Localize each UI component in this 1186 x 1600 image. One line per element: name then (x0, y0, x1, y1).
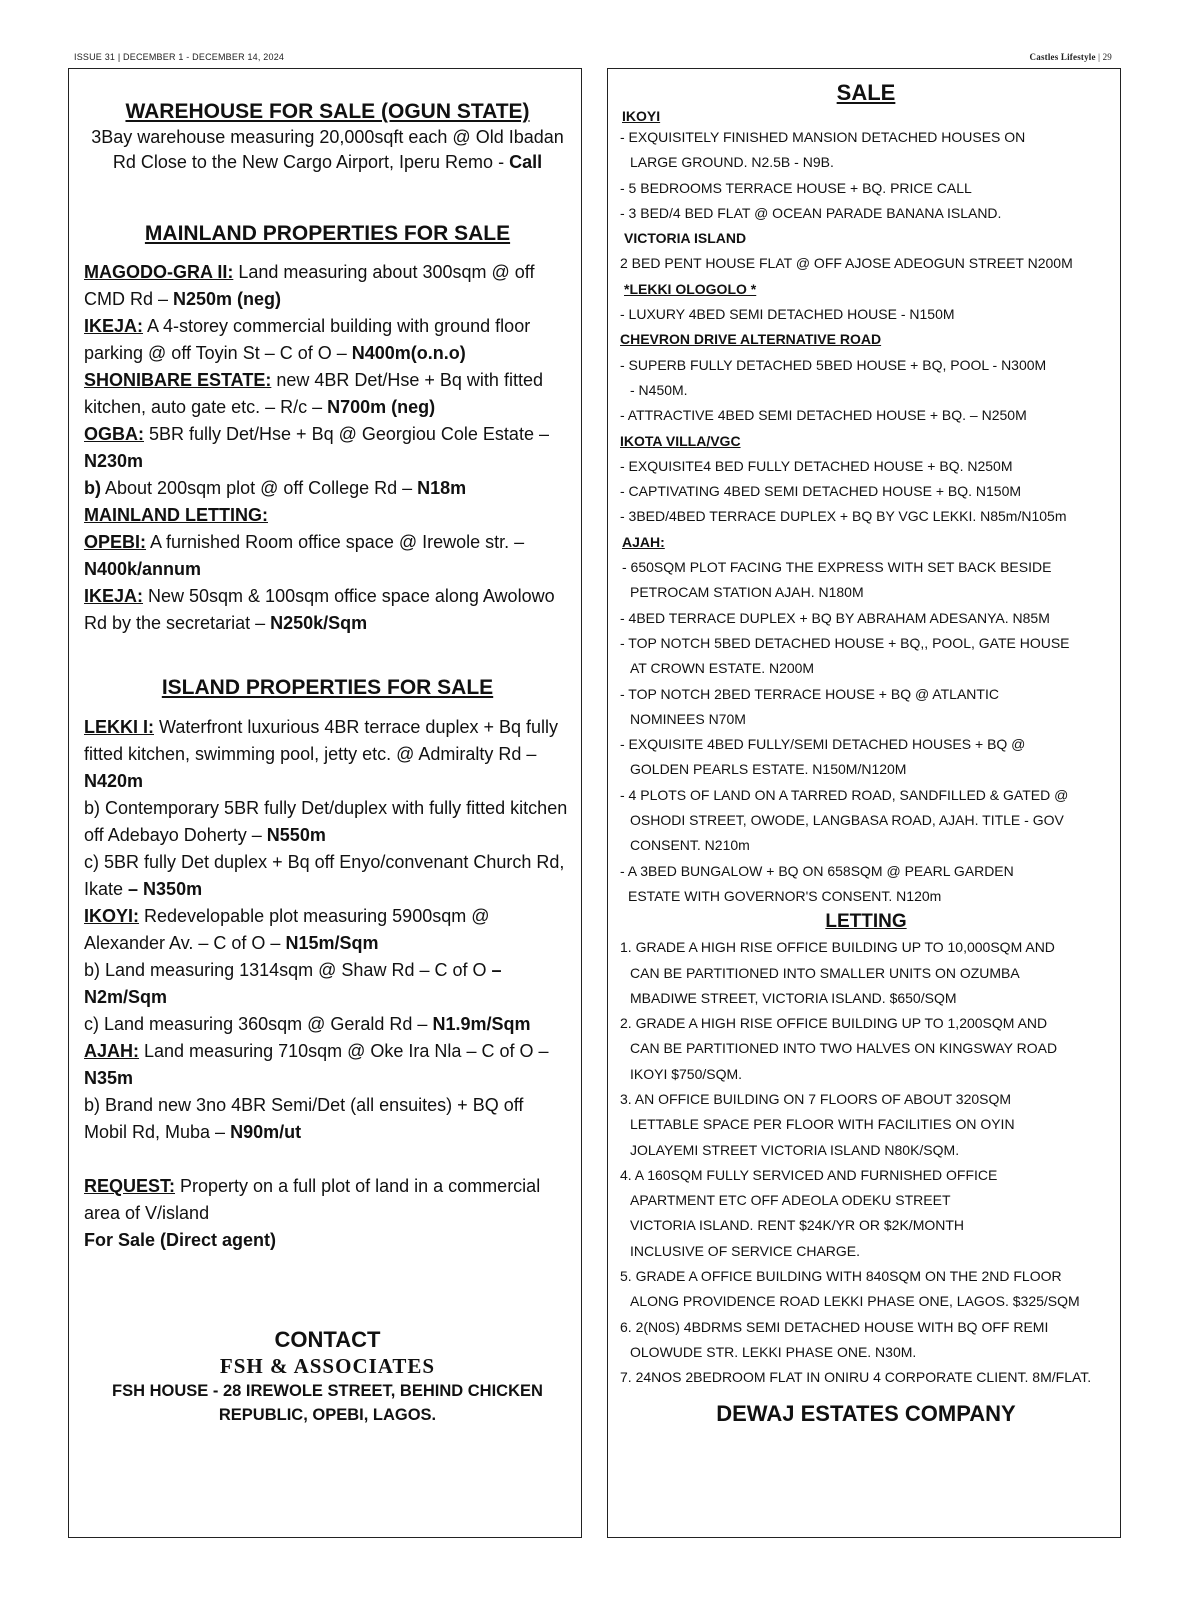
listing-text: new 4BR Det/Hse + Bq with fitted kitchen, auto gate etc. – R/c – (84, 370, 543, 417)
letting-line: 2. GRADE A HIGH RISE OFFICE BUILDING UP TO 1,200SQM AND (620, 1015, 1048, 1032)
ikoyi-line: - 3 BED/4 BED FLAT @ OCEAN PARADE BANANA ISLAND. (620, 204, 1002, 221)
vi-line: 2 BED PENT HOUSE FLAT @ OFF AJOSE ADEOGUN STREET N200M (620, 255, 1073, 272)
listing-ikoyi-b (84, 957, 571, 1011)
listing-price: N400k/annum (84, 559, 202, 579)
sale-section (620, 79, 1112, 1426)
listing-key: MAGODO-GRA II: (84, 262, 234, 282)
listing-lekki-c (84, 849, 571, 903)
listing-price: – N350m (128, 879, 203, 899)
mainland-letting-heading: MAINLAND LETTING: (84, 505, 268, 525)
contact-title: CONTACT (274, 1327, 381, 1352)
issue-date-header: ISSUE 31 | DECEMBER 1 - DECEMBER 14, 2024 (74, 52, 285, 62)
listing-text: A furnished Room office space @ Irewole str. – (146, 532, 525, 552)
listing-text: About 200sqm plot @ off College Rd – (101, 478, 418, 498)
listing-ajah-b (84, 1092, 571, 1146)
letting-line: 1. GRADE A HIGH RISE OFFICE BUILDING UP TO 10,000SQM AND (620, 939, 1055, 956)
listing-price: N400m(o.n.o) (351, 343, 466, 363)
letting-line: ALONG PROVIDENCE ROAD LEKKI PHASE ONE, LAGOS. $325/SQM (630, 1293, 1080, 1310)
ajah-line: - EXQUISITE 4BED FULLY/SEMI DETACHED HOUSES + BQ @ (620, 736, 1026, 753)
letting-line: OLOWUDE STR. LEKKI PHASE ONE. N30M. (630, 1343, 917, 1360)
vi-heading: VICTORIA ISLAND (624, 230, 747, 247)
listing-ogba-b (84, 475, 571, 502)
chevron-heading: CHEVRON DRIVE ALTERNATIVE ROAD (620, 331, 882, 348)
ajah-line: CONSENT. N210m (630, 837, 750, 854)
listing-price: – N2m/Sqm (84, 960, 502, 1007)
warehouse-heading: WAREHOUSE FOR SALE (OGUN STATE) (125, 100, 530, 123)
listing-text: c) 5BR fully Det duplex + Bq off Enyo/convenant Church Rd, Ikate (84, 852, 565, 899)
page-number: | 29 (1098, 52, 1112, 62)
listing-key: IKEJA: (84, 316, 144, 336)
listing-text: b) Land measuring 1314sqm @ Shaw Rd – C of O (84, 960, 492, 980)
listing-key: OPEBI: (84, 532, 147, 552)
listing-ikoyi-c (84, 1011, 571, 1038)
listing-text: b) Contemporary 5BR fully Det/duplex with fully fitted kitchen off Adebayo Doherty – (84, 798, 568, 845)
brand-name: Castles Lifestyle (1029, 52, 1096, 62)
mainland-section (84, 221, 571, 637)
letting-line: LETTABLE SPACE PER FLOOR WITH FACILITIES ON OYIN (630, 1116, 1015, 1133)
listing-ikoyi (84, 903, 571, 957)
letting-line: 6. 2(N0S) 4BDRMS SEMI DETACHED HOUSE WITH BQ OFF REMI (620, 1318, 1049, 1335)
ajah-line: NOMINEES N70M (630, 710, 746, 727)
listing-ikeja (84, 313, 571, 367)
listing-shonibare (84, 367, 571, 421)
ajah-heading: AJAH: (622, 533, 665, 550)
listing-key: AJAH: (84, 1041, 140, 1061)
listing-key: LEKKI I: (84, 717, 154, 737)
listing-price: N250k/Sqm (270, 613, 368, 633)
chevron-line: - SUPERB FULLY DETACHED 5BED HOUSE + BQ, POOL - N300M (620, 356, 1047, 373)
listing-text: Land measuring 710sqm @ Oke Ira Nla – C of O – (139, 1041, 549, 1061)
listing-price: N420m (84, 771, 144, 791)
listing-magodo (84, 259, 571, 313)
contact-block (84, 1326, 571, 1427)
listing-price: N250m (neg) (173, 289, 282, 309)
letting-line: IKOYI $750/SQM. (630, 1065, 743, 1082)
listing-price: N90m/ut (230, 1122, 302, 1142)
letting-line: CAN BE PARTITIONED INTO TWO HALVES ON KINGSWAY ROAD (630, 1040, 1058, 1057)
warehouse-text (84, 125, 571, 174)
letting-line: 4. A 160SQM FULLY SERVICED AND FURNISHED OFFICE (620, 1166, 998, 1183)
listing-key: IKOYI: (84, 906, 140, 926)
request-key: REQUEST: (84, 1176, 176, 1196)
listing-price: N35m (84, 1068, 134, 1088)
ajah-line: - 4BED TERRACE DUPLEX + BQ BY ABRAHAM ADESANYA. N85M (620, 609, 1050, 626)
lekki-line: - LUXURY 4BED SEMI DETACHED HOUSE - N150M (620, 306, 955, 323)
request-text (84, 1173, 571, 1227)
letting-line: 7. 24NOS 2BEDROOM FLAT IN ONIRU 4 CORPORATE CLIENT. 8M/FLAT. (620, 1369, 1092, 1386)
request-note: For Sale (Direct agent) (84, 1230, 277, 1250)
dewaj-listings-panel (607, 68, 1121, 1538)
ikoyi-line: - 5 BEDROOMS TERRACE HOUSE + BQ. PRICE CALL (620, 179, 972, 196)
letting-line: INCLUSIVE OF SERVICE CHARGE. (630, 1242, 861, 1259)
listing-ogba (84, 421, 571, 475)
ajah-line: - TOP NOTCH 2BED TERRACE HOUSE + BQ @ ATLANTIC (620, 685, 999, 702)
listing-price: N1.9m/Sqm (432, 1014, 531, 1034)
listing-lekki-b (84, 795, 571, 849)
ajah-line: GOLDEN PEARLS ESTATE. N150M/N120M (630, 761, 907, 778)
listing-text: New 50sqm & 100sqm office space along Awolowo Rd by the secretariat – (84, 586, 555, 633)
ikota-line: - CAPTIVATING 4BED SEMI DETACHED HOUSE + BQ. N150M (620, 483, 1022, 500)
listing-lekki (84, 714, 571, 795)
listing-label: b) (84, 478, 101, 498)
listing-text: A 4-storey commercial building with ground floor parking @ off Toyin St – C of O – (84, 316, 531, 363)
listing-ikeja-office (84, 583, 571, 637)
listing-price: N15m/Sqm (285, 933, 379, 953)
request-desc: Property on a full plot of land in a commercial area of V/island (84, 1176, 541, 1223)
listing-text: b) Brand new 3no 4BR Semi/Det (all ensuites) + BQ off Mobil Rd, Muba – (84, 1095, 524, 1142)
chevron-line: - N450M. (630, 381, 688, 398)
listing-price: N550m (266, 825, 326, 845)
ajah-line: - A 3BED BUNGALOW + BQ ON 658SQM @ PEARL GARDEN (620, 862, 1014, 879)
listing-ajah (84, 1038, 571, 1092)
letting-line: 3. AN OFFICE BUILDING ON 7 FLOORS OF ABOUT 320SQM (620, 1090, 1012, 1107)
island-section (84, 675, 571, 1254)
listing-price: N18m (417, 478, 467, 498)
letting-line: JOLAYEMI STREET VICTORIA ISLAND N80K/SQM. (630, 1141, 960, 1158)
listing-text: Waterfront luxurious 4BR terrace duplex + Bq fully fitted kitchen, swimming pool, jetty etc. @ Admiralty Rd – (84, 717, 559, 764)
ajah-line: - 4 PLOTS OF LAND ON A TARRED ROAD, SANDFILLED & GATED @ (620, 786, 1069, 803)
ajah-line: OSHODI STREET, OWODE, LANGBASA ROAD, AJAH. TITLE - GOV (630, 812, 1064, 829)
mainland-heading: MAINLAND PROPERTIES FOR SALE (144, 222, 511, 245)
contact-address: FSH HOUSE - 28 IREWOLE STREET, BEHIND CHICKEN REPUBLIC, OPEBI, LAGOS. (112, 1382, 543, 1424)
ajah-line: - TOP NOTCH 5BED DETACHED HOUSE + BQ,, POOL, GATE HOUSE (620, 634, 1070, 651)
ajah-line: ESTATE WITH GOVERNOR'S CONSENT. N120m (628, 887, 942, 904)
listing-key: SHONIBARE ESTATE: (84, 370, 272, 390)
ajah-line: PETROCAM STATION AJAH. N180M (630, 584, 864, 601)
warehouse-desc: 3Bay warehouse measuring 20,000sqft each @ Old Ibadan Rd Close to the New Cargo Airport, Iperu Remo - (91, 127, 564, 172)
ikota-line: - 3BED/4BED TERRACE DUPLEX + BQ BY VGC LEKKI. N85m/N105m (620, 508, 1067, 525)
listing-text: c) Land measuring 360sqm @ Gerald Rd – (84, 1014, 433, 1034)
listing-text: Land measuring about 300sqm @ off CMD Rd – (84, 262, 535, 309)
ikoyi-line: - EXQUISITELY FINISHED MANSION DETACHED HOUSES ON (620, 129, 1026, 145)
listing-price: N700m (neg) (327, 397, 436, 417)
listing-key: OGBA: (84, 424, 144, 444)
listing-text: Redevelopable plot measuring 5900sqm @ Alexander Av. – C of O – (84, 906, 490, 953)
letting-line: CAN BE PARTITIONED INTO SMALLER UNITS ON OZUMBA (630, 964, 1020, 981)
warehouse-section (84, 99, 571, 174)
lekki-heading: *LEKKI OLOGOLO * (624, 280, 757, 297)
listing-price: N230m (84, 451, 144, 471)
letting-line: MBADIWE STREET, VICTORIA ISLAND. $650/SQM (630, 989, 957, 1006)
sale-title: SALE (836, 80, 896, 105)
ikoyi-heading: IKOYI (622, 108, 661, 124)
ajah-line: - 650SQM PLOT FACING THE EXPRESS WITH SET BACK BESIDE (622, 559, 1052, 576)
letting-heading: LETTING (825, 911, 907, 933)
contact-firm: FSH & ASSOCIATES (219, 1354, 436, 1378)
chevron-line: - ATTRACTIVE 4BED SEMI DETACHED HOUSE + BQ. – N250M (620, 407, 1027, 424)
letting-line: APARTMENT ETC OFF ADEOLA ODEKU STREET (630, 1192, 951, 1209)
ajah-line: AT CROWN ESTATE. N200M (630, 660, 815, 677)
page-header-right (1030, 52, 1112, 62)
warehouse-price: Call (509, 151, 543, 172)
ikota-heading: IKOTA VILLA/VGC (620, 432, 741, 449)
letting-line: VICTORIA ISLAND. RENT $24K/YR OR $2K/MONTH (630, 1217, 965, 1234)
listing-key: IKEJA: (84, 586, 144, 606)
company-name: DEWAJ ESTATES COMPANY (716, 1400, 1016, 1426)
fsh-listings-panel (68, 68, 582, 1538)
listing-opebi (84, 529, 571, 583)
ikota-line: - EXQUISITE4 BED FULLY DETACHED HOUSE + BQ. N250M (620, 457, 1013, 474)
island-heading: ISLAND PROPERTIES FOR SALE (161, 676, 494, 699)
ikoyi-line: LARGE GROUND. N2.5B - N9B. (630, 154, 834, 171)
listing-text: 5BR fully Det/Hse + Bq @ Georgiou Cole Estate – (144, 424, 549, 444)
letting-line: 5. GRADE A OFFICE BUILDING WITH 840SQM ON THE 2ND FLOOR (620, 1268, 1062, 1285)
